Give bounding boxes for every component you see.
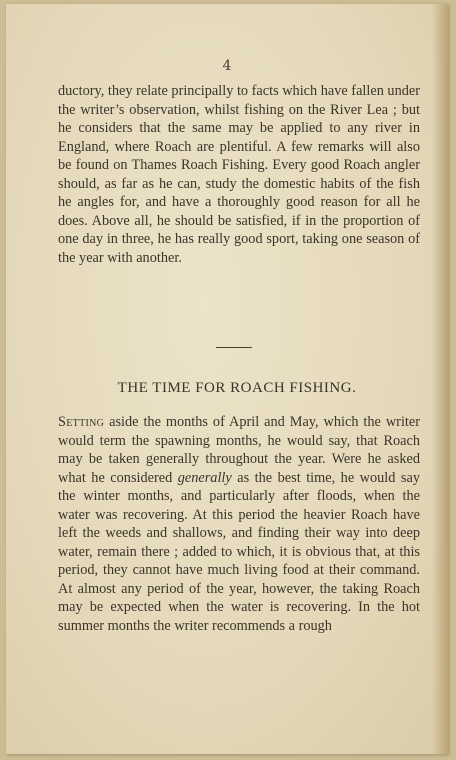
page-spine-shadow [432, 4, 448, 754]
lead-word: Setting [58, 414, 105, 430]
emphasis-word: generally [177, 469, 232, 486]
section-heading: THE TIME FOR ROACH FISHING. [117, 380, 357, 396]
section-divider [216, 347, 252, 348]
book-page [6, 4, 448, 754]
page-number: 4 [222, 58, 232, 74]
intro-paragraph: ductory, they relate principally to facts which have fallen under the writer’s observation, whilst fishing on the River Lea ; but he considers that the same may be applied to any river in England, where Roach are plentiful. A few remarks will also be found on Thames Roach Fishing. Every good Roach angler should, as far as he can, study the domestic habits of the fish he angles for, and have a thoroughly good reason for all he does. Above all, he should be satisfied, if in the proportion of one day in three, he has really good sport, taking one season of the year with another. [58, 83, 420, 266]
section-text-part-a: aside the months of April and May, which the writer would term the spawning months, he would say, that Roach may be taken generally throughout the year. Were he asked what he considered [58, 414, 420, 486]
section-paragraph [58, 413, 420, 635]
section-text-part-b: as the best time, he would say the winter months, and particularly after floods, when the water was recovering. At this period the heavier Roach have left the weeds and shallows, and finding their way into deep water, remain there ; added to which, it is obvious that, at this period, they cannot have much living food at their command. At almost any period of the year, however, the taking Roach may be expected when the water is recovering. In the hot summer months the writer recommends a rough [58, 469, 420, 634]
